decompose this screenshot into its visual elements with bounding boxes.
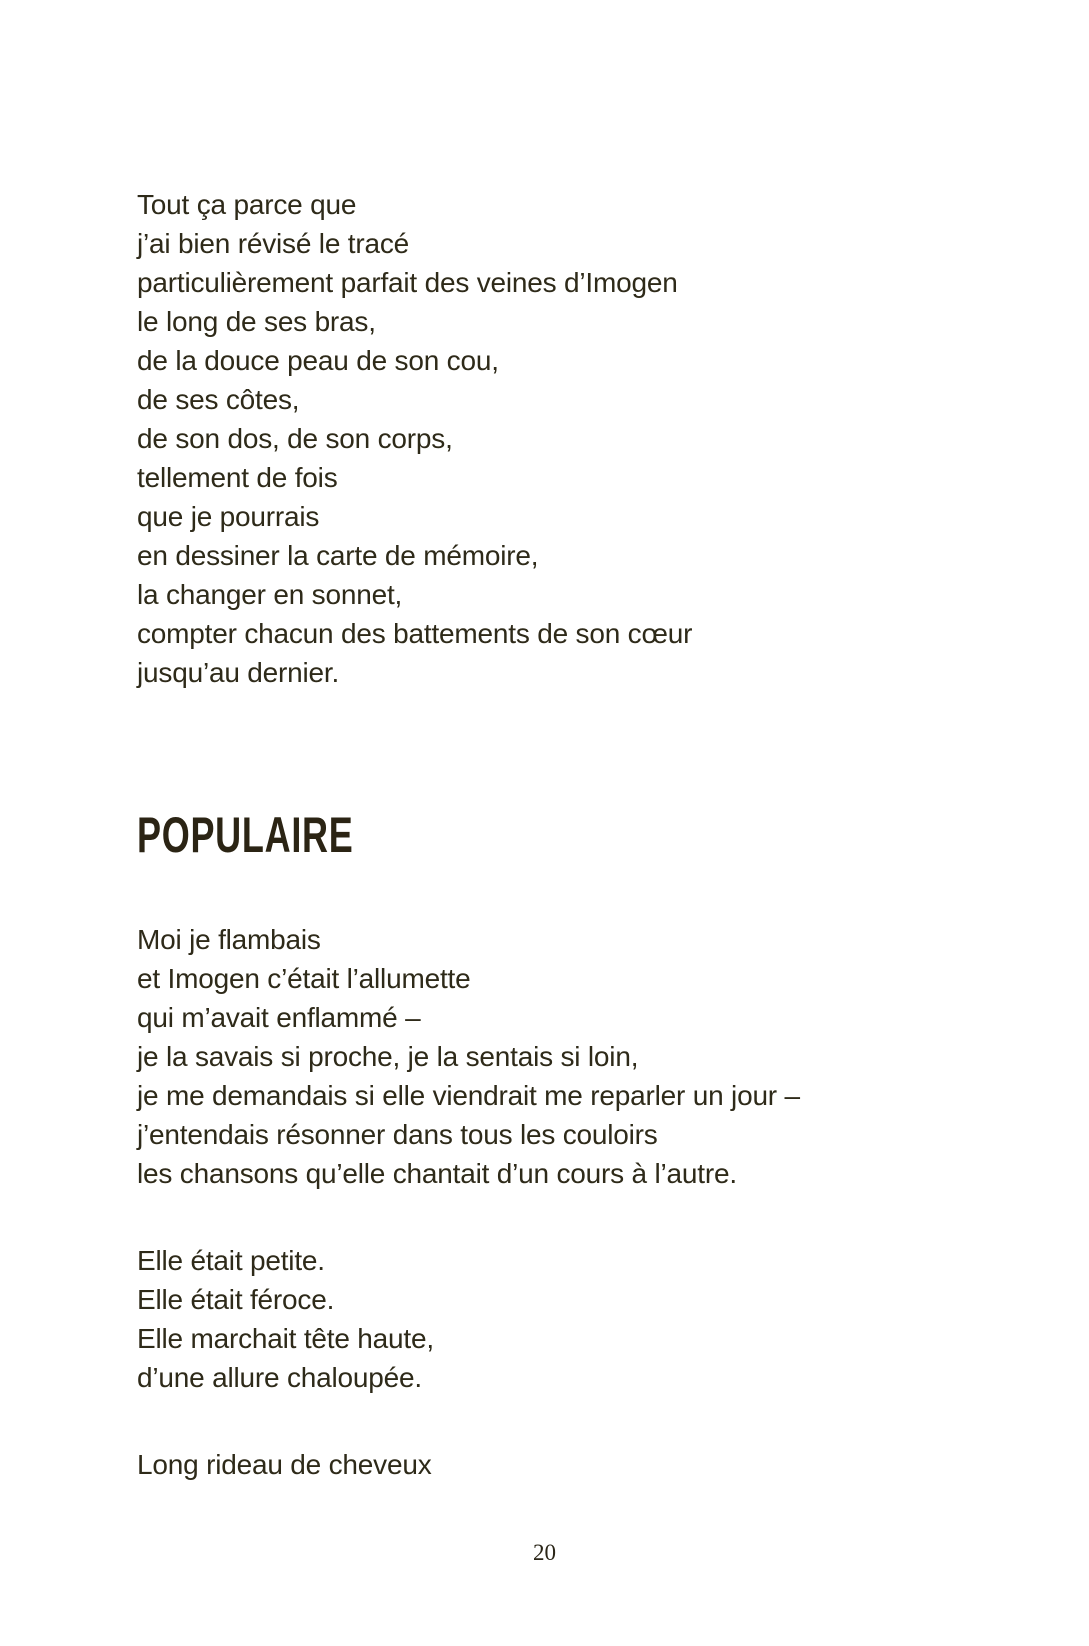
- poem-line: de ses côtes,: [137, 384, 300, 415]
- poem-line: je la savais si proche, je la sentais si loin,: [137, 1041, 639, 1072]
- poem-stanza-rideau: [137, 1445, 432, 1484]
- poem-line: en dessiner la carte de mémoire,: [137, 540, 539, 571]
- poem-stanza-elle: [137, 1241, 434, 1397]
- page-number: 20: [533, 1540, 556, 1565]
- poem-line: j’entendais résonner dans tous les couloirs: [137, 1119, 658, 1150]
- poem-line: que je pourrais: [137, 501, 320, 532]
- poem-line: Long rideau de cheveux: [137, 1449, 432, 1480]
- poem-line: compter chacun des battements de son cœur: [137, 618, 693, 649]
- poem-line: tellement de fois: [137, 462, 338, 493]
- poem-line: les chansons qu’elle chantait d’un cours à l’autre.: [137, 1158, 737, 1189]
- poem-line: qui m’avait enflammé –: [137, 1002, 421, 1033]
- poem-line: le long de ses bras,: [137, 306, 376, 337]
- poem-stanza-opening: [137, 185, 692, 692]
- poem-line: j’ai bien révisé le tracé: [137, 228, 410, 259]
- poem-line: Elle était petite.: [137, 1245, 325, 1276]
- poem-line: particulièrement parfait des veines d’Imogen: [137, 267, 678, 298]
- poem-line: la changer en sonnet,: [137, 579, 403, 610]
- poem-line: je me demandais si elle viendrait me reparler un jour –: [137, 1080, 800, 1111]
- poem-line: d’une allure chaloupée.: [137, 1362, 422, 1393]
- poem-line: et Imogen c’était l’allumette: [137, 963, 471, 994]
- poem-line: de la douce peau de son cou,: [137, 345, 499, 376]
- poem-line: Elle marchait tête haute,: [137, 1323, 434, 1354]
- poem-line: Tout ça parce que: [137, 189, 357, 220]
- poem-line: Elle était féroce.: [137, 1284, 335, 1315]
- poem-title: POPULAIRE: [137, 807, 354, 863]
- poem-line: jusqu’au dernier.: [137, 657, 340, 688]
- poem-line: de son dos, de son corps,: [137, 423, 453, 454]
- poem-stanza-flambais: [137, 920, 800, 1193]
- poem-line: Moi je flambais: [137, 924, 321, 955]
